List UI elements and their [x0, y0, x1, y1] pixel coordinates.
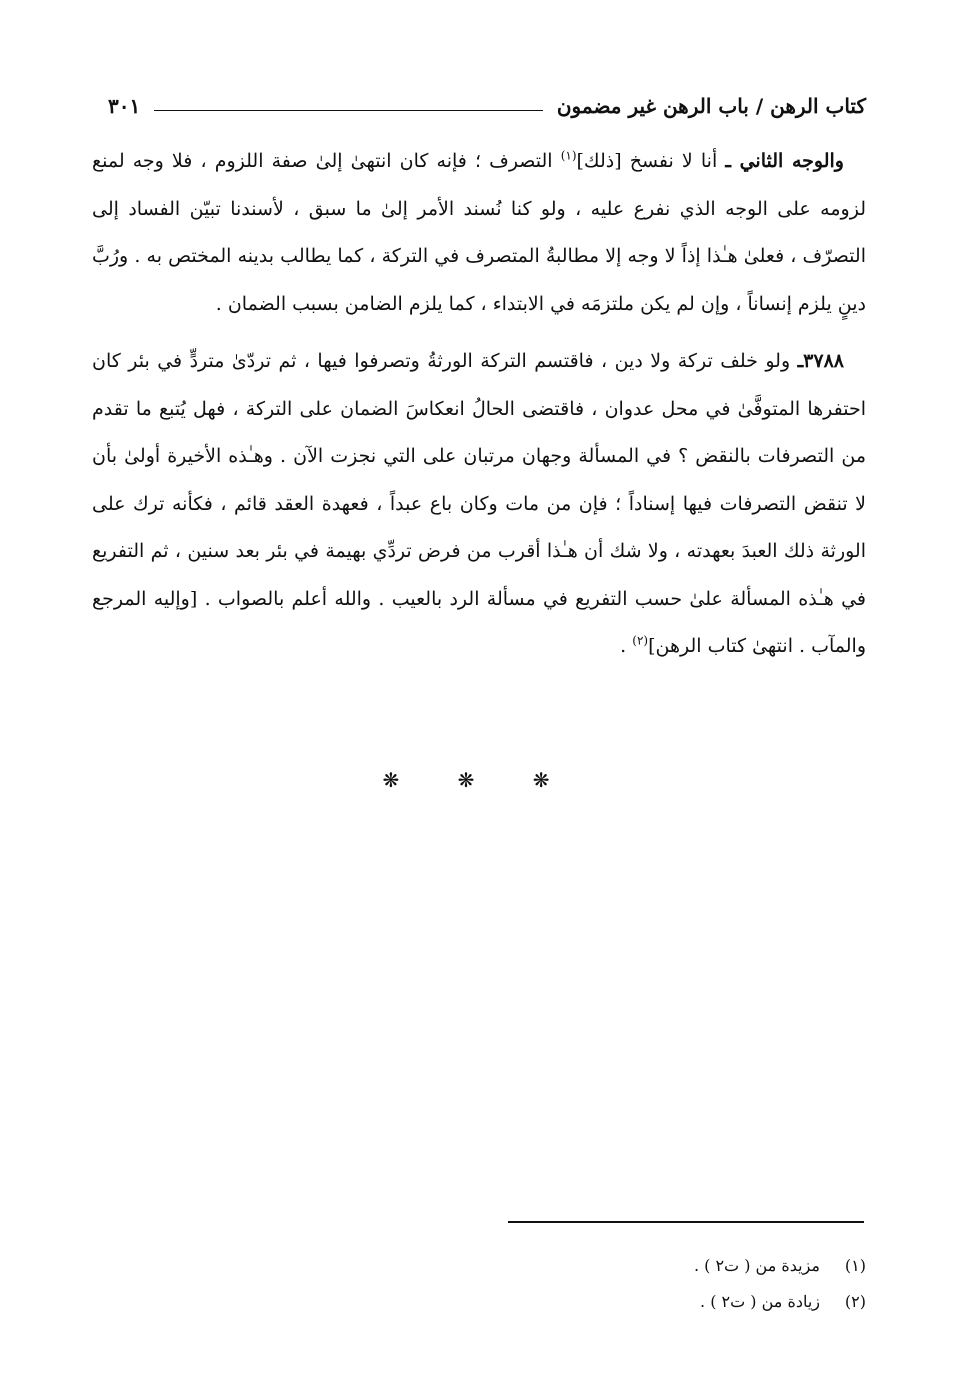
footnote-ref[interactable]: (٢) [632, 633, 649, 648]
page-number: ٣٠١ [108, 94, 141, 118]
body-text [92, 138, 866, 671]
section-separator: ❋ ❋ ❋ [382, 768, 576, 792]
footnotes [366, 1248, 866, 1320]
paragraph [92, 138, 866, 328]
footnote-ref[interactable]: (١) [560, 148, 577, 163]
footnote-number: (٢) [844, 1292, 866, 1311]
running-title: كتاب الرهن / باب الرهن غير مضمون [556, 94, 866, 118]
paragraph [92, 338, 866, 671]
footnote-text: زيادة من ( ت٢ ) . [700, 1292, 820, 1311]
paragraph-text: أنا لا نفسخ [ذلك] [576, 150, 726, 172]
footnote [366, 1248, 866, 1284]
paragraph-text: . [620, 635, 633, 657]
footnote-text: مزيدة من ( ت٢ ) . [693, 1256, 820, 1275]
paragraph-text: ولو خلف تركة ولا دين ، فاقتسم التركة الورثةُ وتصرفوا فيها ، ثم تردّىٰ متردٍّ في بئر كان احتفرها المتوفَّىٰ في محل عدوان ، فاقتضى الحالُ انعكاسَ الضمان على التركة ، فهل يُتبع ما تقدم من التصرفات بالنقض ؟ في المسألة وجهان مرتبان على التي نجزت الآن . وهـٰذه الأخيرة أولىٰ بأن لا تنقض التصرفات فيها إسناداً ؛ فإن من مات وكان باع عبداً ، فعهدة العقد قائم ، فكأنه ترك على الورثة ذلك العبدَ بعهدته ، ولا شك أن هـٰذا أقرب من فرض تردِّي بهيمة في بئر بعد سنين ، ثم التفريع في هـٰذه المسألة علىٰ حسب التفريع في مسألة الرد بالعيب . والله أعلم بالصواب . [وإليه المرجع والمآب . انتهىٰ كتاب الرهن] [92, 350, 866, 657]
header-rule [154, 110, 543, 111]
footnote-number: (١) [844, 1256, 866, 1275]
paragraph-text: التصرف ؛ فإنه كان انتهىٰ إلىٰ صفة اللزوم ، فلا وجه لمنع لزومه على الوجه الذي نفرع عليه ، ولو كنا نُسند الأمر إلىٰ ما سبق ، لأسندنا تبيّن الفساد إلى التصرّف ، فعلىٰ هـٰذا إذاً لا وجه إلا مطالبةُ المتصرف في التركة ، كما يطالب بدينه المختص به . ورُبَّ دينٍ يلزم إنساناً ، وإن لم يكن ملتزمَه في الابتداء ، كما يلزم الضامن بسبب الضمان . [92, 150, 866, 315]
paragraph-lead: والوجه الثاني ـ [725, 150, 844, 172]
paragraph-number: ٣٧٨٨ـ [797, 350, 844, 372]
footnote-rule [508, 1221, 864, 1223]
running-header [108, 88, 866, 124]
footnote [366, 1284, 866, 1320]
